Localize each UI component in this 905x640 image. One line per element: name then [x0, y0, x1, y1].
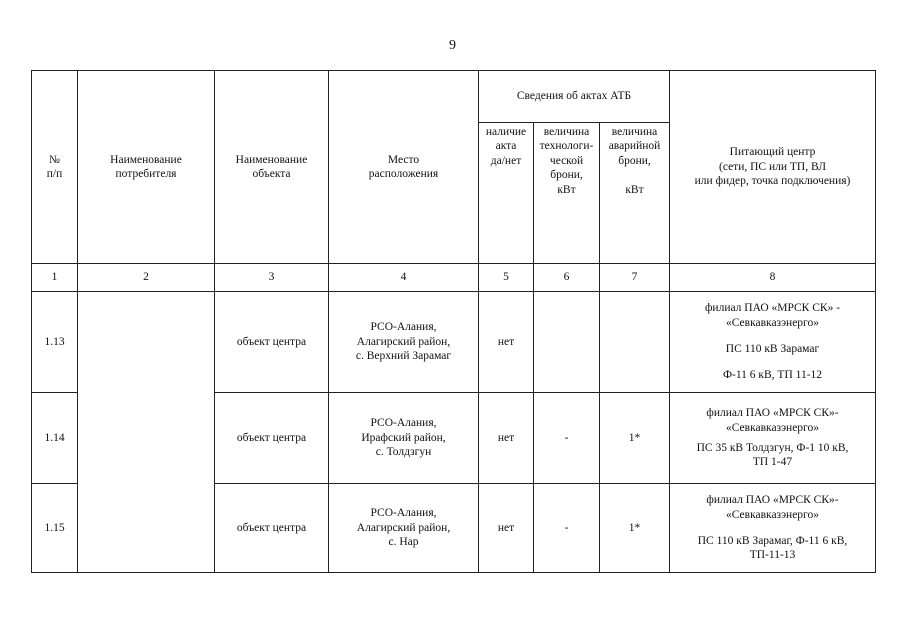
tech-reserve-cell: - — [534, 393, 600, 484]
column-numbers-row — [32, 264, 876, 292]
power-center-cell: филиал ПАО «МРСК СК»- «Севкавказэнерго» ПС 35 кВ Толдзгун, Ф-1 10 кВ, ТП 1-47 — [670, 393, 876, 484]
location-cell: РСО-Алания, Ирафский район, с. Толдзгун — [329, 393, 479, 484]
object-cell: объект центра — [215, 484, 329, 573]
header-location: Место расположения — [329, 71, 479, 264]
tech-reserve-cell: - — [534, 484, 600, 573]
column-number: 4 — [329, 264, 479, 292]
page-number: 9 — [449, 38, 456, 53]
location-cell: РСО-Алания, Алагирский район, с. Верхний Зарамаг — [329, 292, 479, 393]
header-tech-reserve: величина технологи- ческой брони, кВт — [534, 123, 600, 264]
column-number: 5 — [479, 264, 534, 292]
column-number: 6 — [534, 264, 600, 292]
header-consumer: Наименование потребителя — [78, 71, 215, 264]
header-num: № п/п — [32, 71, 78, 264]
emergency-reserve-cell: 1* — [600, 393, 670, 484]
object-cell: объект центра — [215, 393, 329, 484]
object-cell: объект центра — [215, 292, 329, 393]
column-number: 8 — [670, 264, 876, 292]
act-cell: нет — [479, 292, 534, 393]
row-number: 1.13 — [32, 292, 78, 393]
header-emergency-reserve: величина аварийной брони, кВт — [600, 123, 670, 264]
row-number: 1.14 — [32, 393, 78, 484]
power-center-cell: филиал ПАО «МРСК СК»- «Севкавказэнерго» ПС 110 кВ Зарамаг, Ф-11 6 кВ, ТП-11-13 — [670, 484, 876, 573]
header-atb-group: Сведения об актах АТБ — [479, 71, 670, 123]
emergency-reserve-cell: 1* — [600, 484, 670, 573]
emergency-reserve-cell — [600, 292, 670, 393]
header-object: Наименование объекта — [215, 71, 329, 264]
column-number: 3 — [215, 264, 329, 292]
location-cell: РСО-Алания, Алагирский район, с. Нар — [329, 484, 479, 573]
consumer-cell — [78, 292, 215, 573]
header-power-center: Питающий центр (сети, ПС или ТП, ВЛ или фидер, точка подключения) — [670, 71, 876, 264]
power-center-cell: филиал ПАО «МРСК СК» - «Севкавказэнерго» ПС 110 кВ Зарамаг Ф-11 6 кВ, ТП 11-12 — [670, 292, 876, 393]
table-row — [32, 292, 876, 393]
row-number: 1.15 — [32, 484, 78, 573]
act-cell: нет — [479, 393, 534, 484]
header-row — [32, 71, 876, 123]
tech-reserve-cell — [534, 292, 600, 393]
column-number: 2 — [78, 264, 215, 292]
atb-table — [31, 70, 876, 573]
header-atb-presence: наличие акта да/нет — [479, 123, 534, 264]
act-cell: нет — [479, 484, 534, 573]
column-number: 7 — [600, 264, 670, 292]
column-number: 1 — [32, 264, 78, 292]
